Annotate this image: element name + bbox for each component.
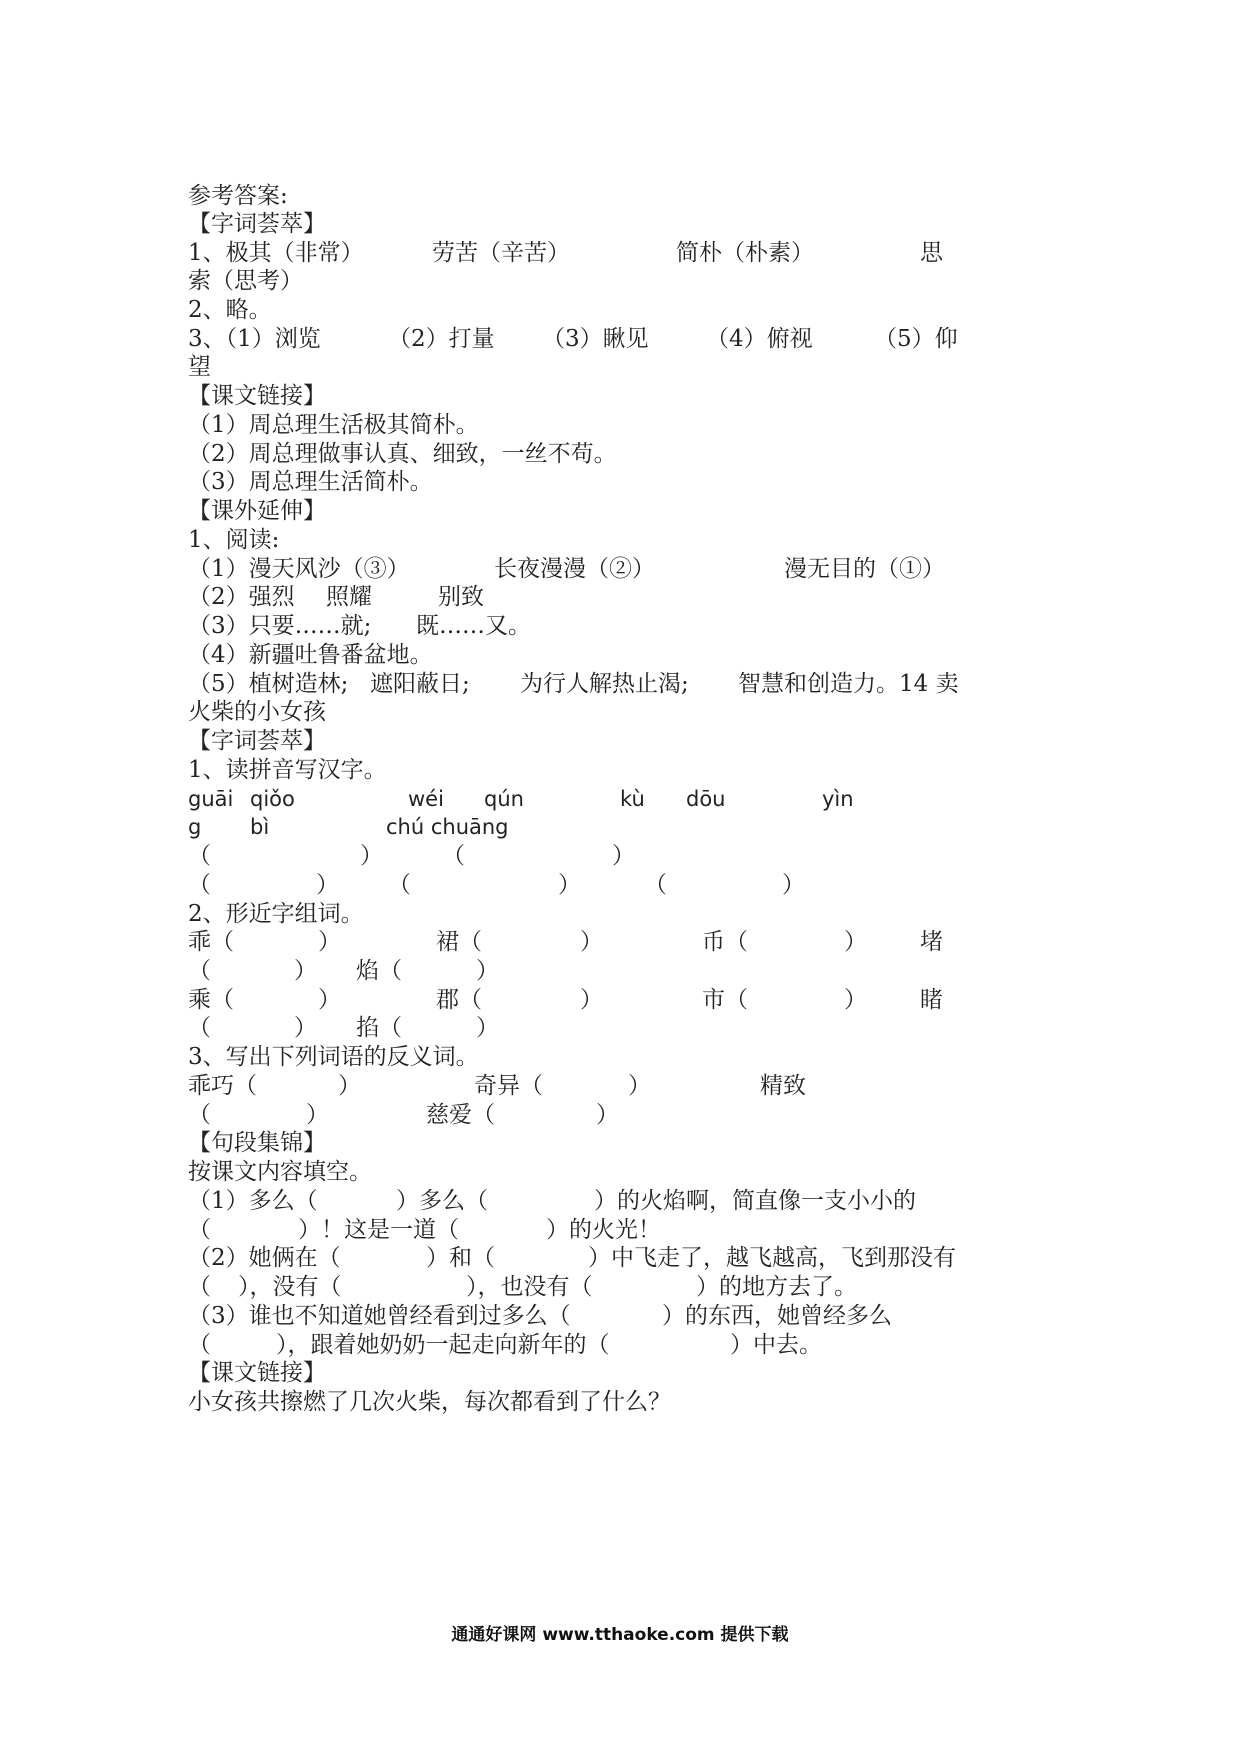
- blank-close: ）: [360, 843, 383, 869]
- blank-close: ）: [580, 987, 603, 1013]
- section-heading-text-link: 【课文链接】: [188, 383, 326, 409]
- word-line: [188, 1012, 1053, 1044]
- word-line: [188, 1070, 1053, 1102]
- blank-open: （: [388, 872, 411, 898]
- answer-item: （5）植树造林;: [188, 671, 349, 697]
- word-item: 乘（: [188, 987, 234, 1013]
- word-item: 掐（: [356, 1015, 402, 1041]
- blank-close: ）: [318, 987, 341, 1013]
- word-item: 币（: [702, 929, 748, 955]
- answer-item: 1、极其（非常）: [188, 240, 364, 266]
- word-item: 焰（: [356, 958, 402, 984]
- blank-open: （: [188, 872, 211, 898]
- pinyin: yìn: [822, 787, 854, 811]
- blank-line: [188, 869, 1053, 901]
- answer-item: 简朴（朴素）: [676, 240, 814, 266]
- answer-item: （3）只要……就;: [188, 613, 372, 639]
- blank-close: ）: [294, 958, 317, 984]
- section-heading-vocab: 【字词荟萃】: [188, 211, 326, 237]
- blank-open: （: [188, 843, 211, 869]
- fill-segment: ）多么（: [396, 1188, 488, 1214]
- word-item: 慈爱（: [426, 1102, 495, 1128]
- pinyin: qiǒo: [250, 787, 295, 811]
- blank-close: ）: [612, 843, 635, 869]
- answer-item: 既……又。: [416, 613, 531, 639]
- fill-segment: ）的东西，她曾经多么: [662, 1303, 892, 1329]
- question-line: 2、形近字组词。: [188, 901, 364, 927]
- pinyin: dōu: [686, 787, 726, 811]
- blank-open: （: [188, 1102, 211, 1128]
- blank-close: ）: [558, 872, 581, 898]
- fill-segment: ）的火光！: [546, 1217, 661, 1243]
- pinyin: kù: [620, 787, 645, 811]
- fill-segment: ），没有（: [238, 1274, 342, 1300]
- answer-item: 照耀: [326, 584, 372, 610]
- pinyin: g: [188, 815, 202, 839]
- answer-item: 3、（1）浏览: [188, 326, 321, 352]
- word-item: 裙（: [436, 929, 482, 955]
- pinyin: chú chuāng: [386, 815, 509, 839]
- word-item: 睹: [920, 987, 943, 1013]
- question-line: 按课文内容填空。: [188, 1159, 372, 1185]
- blank-close: ）: [338, 1073, 361, 1099]
- question-line: 3、写出下列词语的反义词。: [188, 1044, 479, 1070]
- answer-item: 长夜漫漫（②）: [494, 556, 655, 582]
- answer-line: （1）周总理生活极其简朴。: [188, 412, 479, 438]
- answer-item: 智慧和创造力。14 卖: [738, 671, 959, 697]
- fill-line: [188, 1242, 1053, 1274]
- fill-line: [188, 1271, 1053, 1303]
- answer-item: （5）仰: [874, 326, 958, 352]
- answer-item: 遮阳蔽日;: [370, 671, 470, 697]
- answer-item: （2）打量: [388, 326, 495, 352]
- blank-close: ）: [318, 929, 341, 955]
- blank-close: ）: [628, 1073, 651, 1099]
- blank-close: ）: [596, 1102, 619, 1128]
- answer-item: （4）俯视: [706, 326, 813, 352]
- answer-line: （4）新疆吐鲁番盆地。: [188, 642, 433, 668]
- word-item: 精致: [760, 1073, 806, 1099]
- fill-segment: ）的地方去了。: [696, 1274, 857, 1300]
- blank-close: ）: [316, 872, 339, 898]
- word-item: 乖巧（: [188, 1073, 257, 1099]
- fill-line: [188, 1300, 1053, 1332]
- answer-line: 1、阅读:: [188, 527, 280, 553]
- blank-open: （: [188, 958, 211, 984]
- answer-line: [188, 237, 1053, 269]
- answer-line: 2、略。: [188, 297, 272, 323]
- answer-item: 别致: [438, 584, 484, 610]
- section-heading-text-link: 【课文链接】: [188, 1360, 326, 1386]
- blank-close: ）: [844, 987, 867, 1013]
- answer-line: （3）周总理生活简朴。: [188, 469, 433, 495]
- answer-line: 望: [188, 354, 211, 380]
- answer-item: 思: [920, 240, 943, 266]
- pinyin: qún: [484, 787, 524, 811]
- word-item: 郡（: [436, 987, 482, 1013]
- answers-title: 参考答案:: [188, 183, 288, 209]
- fill-line: [188, 1185, 1053, 1217]
- blank-line: [188, 840, 1053, 872]
- question-line: 1、读拼音写汉字。: [188, 757, 387, 783]
- fill-segment: ）中飞走了，越飞越高，飞到那没有: [588, 1245, 956, 1271]
- answer-line: （2）周总理做事认真、细致，一丝不苟。: [188, 441, 617, 467]
- fill-segment: ）！这是一道（: [298, 1217, 459, 1243]
- answer-line: [188, 610, 1053, 642]
- section-heading-extension: 【课外延伸】: [188, 498, 326, 524]
- pinyin: bì: [250, 815, 270, 839]
- blank-close: ）: [782, 872, 805, 898]
- word-item: 乖（: [188, 929, 234, 955]
- answer-item: （3）瞅见: [542, 326, 649, 352]
- blank-close: ）: [306, 1102, 329, 1128]
- fill-segment: ）的火焰啊，简直像一支小小的: [594, 1188, 916, 1214]
- fill-segment: （1）多么（: [188, 1188, 318, 1214]
- fill-segment: （3）谁也不知道她曾经看到过多么（: [188, 1303, 571, 1329]
- blank-open: （: [188, 1332, 211, 1358]
- blank-close: ）: [476, 958, 499, 984]
- answer-item: （1）漫天风沙（③）: [188, 556, 410, 582]
- word-line: [188, 926, 1053, 958]
- lesson-title: 火柴的小女孩: [188, 699, 326, 725]
- question-line: 小女孩共擦燃了几次火柴，每次都看到了什么？: [188, 1389, 671, 1415]
- blank-open: （: [188, 1217, 211, 1243]
- answer-item: 漫无目的（①）: [784, 556, 945, 582]
- answer-line: [188, 581, 1053, 613]
- fill-segment: （2）她俩在（: [188, 1245, 341, 1271]
- blank-close: ）: [476, 1015, 499, 1041]
- fill-segment: ），也没有（: [466, 1274, 593, 1300]
- fill-segment: ）和（: [426, 1245, 495, 1271]
- answer-line: 索（思考）: [188, 268, 303, 294]
- blank-open: （: [644, 872, 667, 898]
- word-item: 奇异（: [474, 1073, 543, 1099]
- answer-item: 为行人解热止渴;: [520, 671, 689, 697]
- blank-close: ）: [844, 929, 867, 955]
- answer-item: 劳苦（辛苦）: [432, 240, 570, 266]
- word-item: 堵: [920, 929, 943, 955]
- blank-open: （: [442, 843, 465, 869]
- fill-segment: ），跟着她奶奶一起走向新年的（: [276, 1332, 610, 1358]
- pinyin-line: [188, 811, 1053, 843]
- fill-segment: ）中去。: [730, 1332, 822, 1358]
- answer-item: （2）强烈: [188, 584, 295, 610]
- answer-line: [188, 323, 1053, 355]
- pinyin: wéi: [408, 787, 444, 811]
- blank-open: （: [188, 1015, 211, 1041]
- blank-close: ）: [580, 929, 603, 955]
- word-line: [188, 955, 1053, 987]
- blank-close: ）: [294, 1015, 317, 1041]
- section-heading-vocab: 【字词荟萃】: [188, 728, 326, 754]
- section-heading-passages: 【句段集锦】: [188, 1130, 326, 1156]
- blank-open: （: [188, 1274, 211, 1300]
- footer-credit: 通通好课网 www.tthaoke.com 提供下载: [451, 1625, 789, 1645]
- pinyin: guāi: [188, 787, 234, 811]
- word-item: 市（: [702, 987, 748, 1013]
